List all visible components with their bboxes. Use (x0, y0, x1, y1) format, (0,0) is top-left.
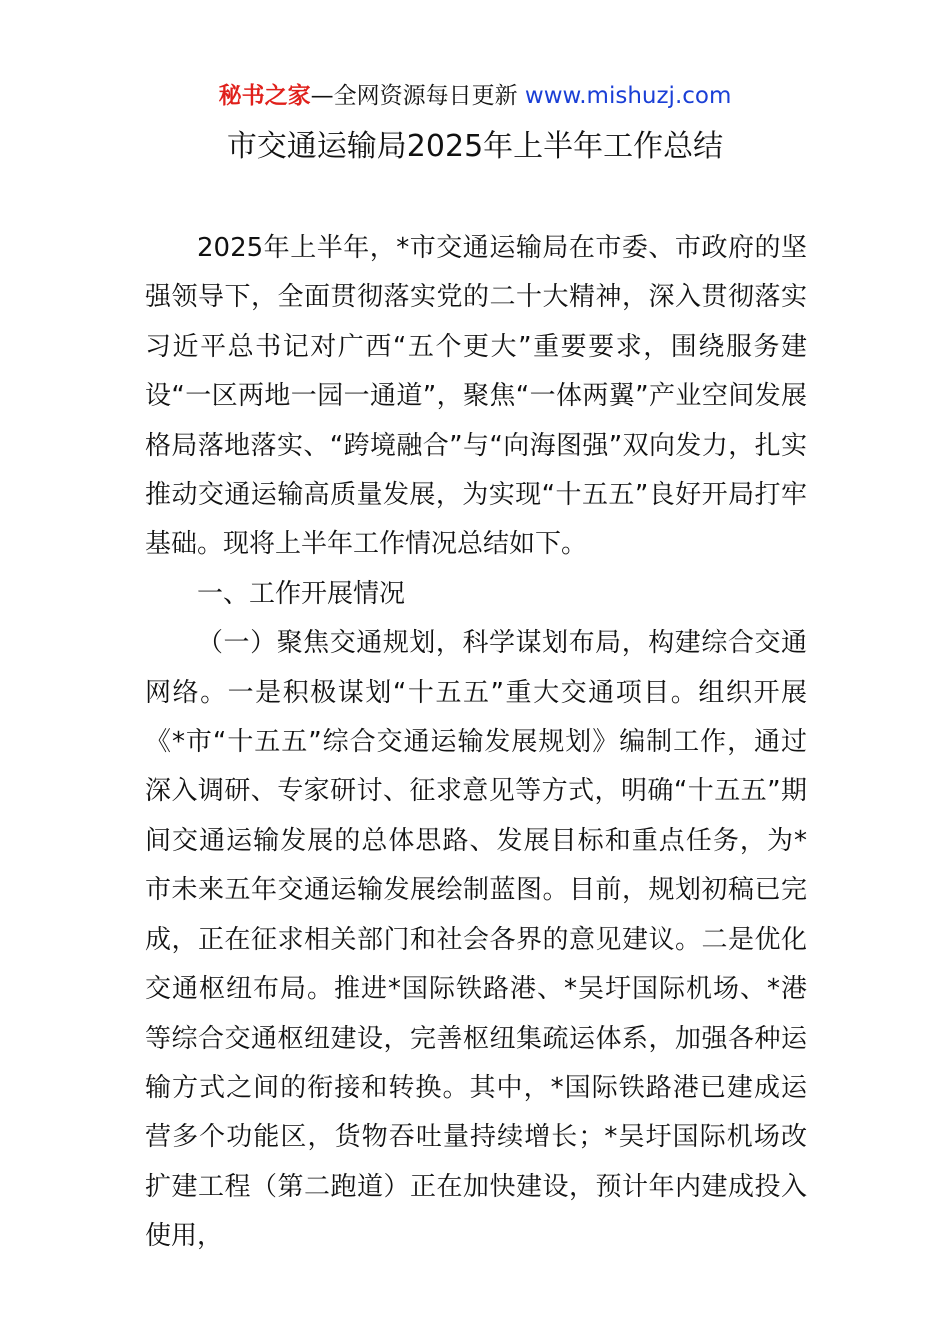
site-tagline: —全网资源每日更新 (310, 83, 525, 109)
document-body (145, 224, 807, 1262)
site-name: 秘书之家 (218, 83, 311, 109)
site-url-link[interactable]: www.mishuzj.com (524, 83, 732, 109)
section-paragraph: （一）聚焦交通规划，科学谋划布局，构建综合交通网络。一是积极谋划“十五五”重大交通项目。组织开展《*市“十五五”综合交通运输发展规划》编制工作，通过深入调研、专家研讨、征求意见等方式，明确“十五五”期间交通运输发展的总体思路、发展目标和重点任务，为*市未来五年交通运输发展绘制蓝图。目前，规划初稿已完成，正在征求相关部门和社会各界的意见建议。二是优化交通枢纽布局。推进*国际铁路港、*吴圩国际机场、*港等综合交通枢纽建设，完善枢纽集疏运体系，加强各种运输方式之间的衔接和转换。其中，*国际铁路港已建成运营多个功能区，货物吞吐量持续增长；*吴圩国际机场改扩建工程（第二跑道）正在加快建设，预计年内建成投入使用， (145, 628, 807, 1252)
section-heading: 一、工作开展情况 (197, 578, 406, 609)
intro-paragraph: 2025年上半年，*市交通运输局在市委、市政府的坚强领导下，全面贯彻落实党的二十大精神，深入贯彻落实习近平总书记对广西“五个更大”重要要求，围绕服务建设“一区两地一园一通道”，聚焦“一体两翼”产业空间发展格局落地落实、“跨境融合”与“向海图强”双向发力，扎实推动交通运输高质量发展，为实现“十五五”良好开局打牢基础。现将上半年工作情况总结如下。 (145, 233, 807, 560)
site-header (0, 80, 950, 112)
document-title: 市交通运输局2025年上半年工作总结 (226, 129, 724, 164)
